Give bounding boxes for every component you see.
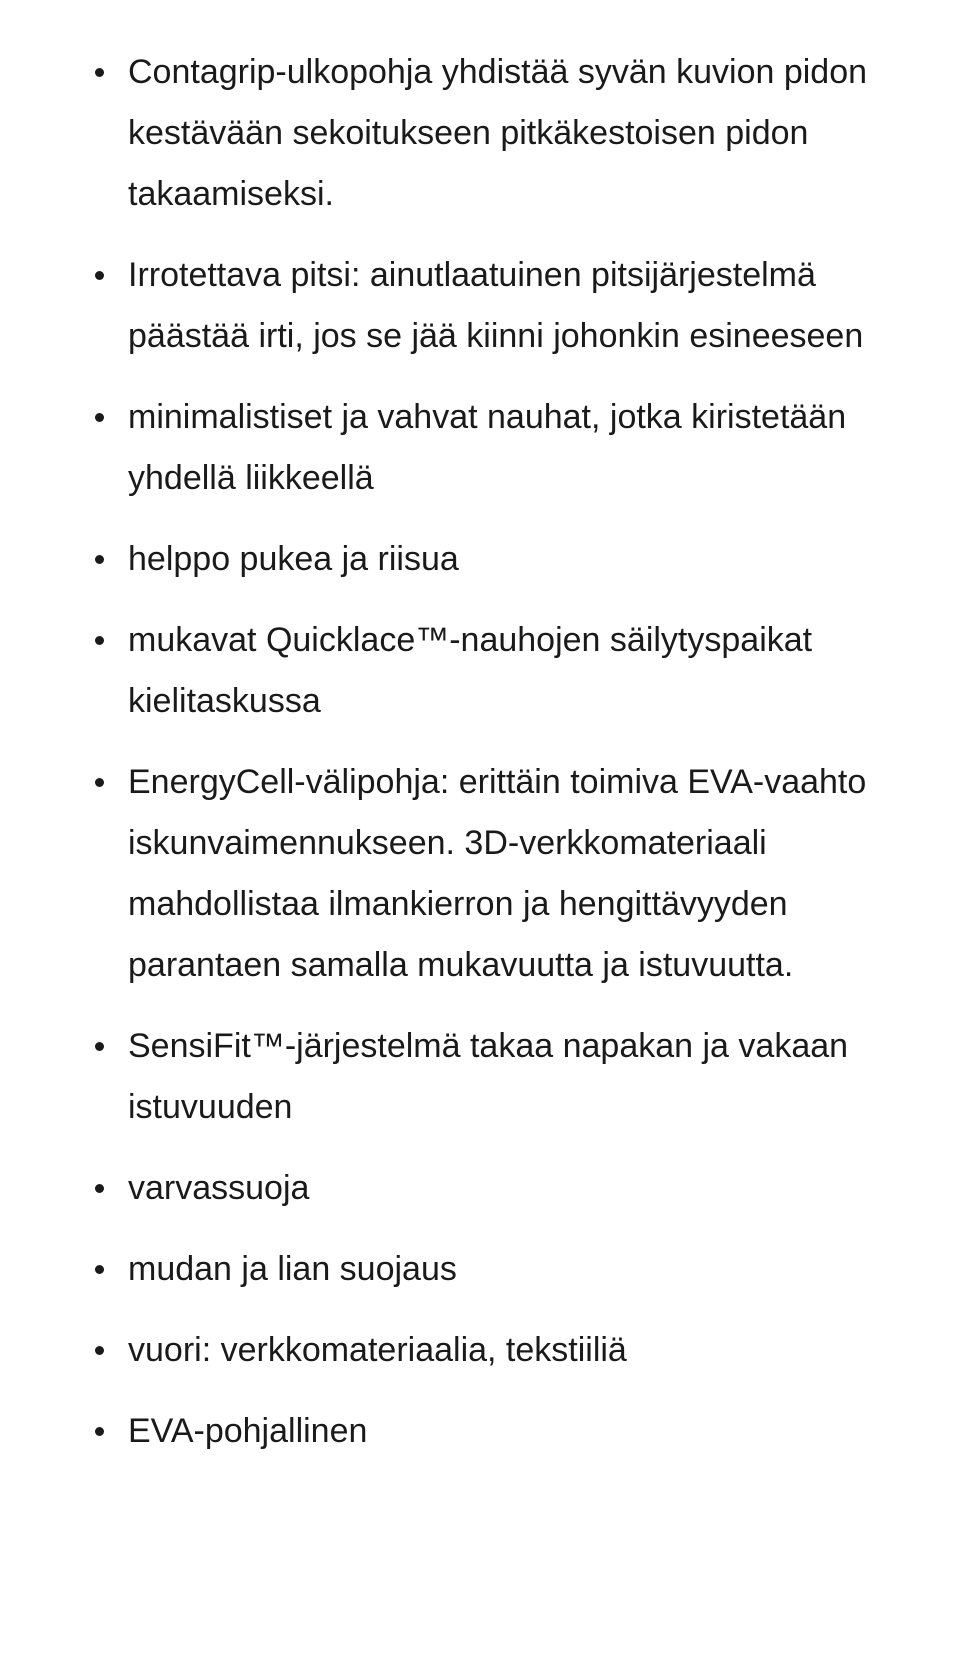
feature-text: varvassuoja (128, 1169, 310, 1207)
bullet-icon (95, 1427, 104, 1436)
bullet-icon (95, 778, 104, 787)
bullet-icon (95, 636, 104, 645)
bullet-icon (95, 1265, 104, 1274)
feature-text: SensiFit™-järjestelmä takaa napakan ja vakaan istuvuuden (128, 1027, 849, 1126)
feature-text: mudan ja lian suojaus (128, 1250, 457, 1288)
bullet-icon (95, 271, 104, 280)
list-item (0, 1016, 873, 1138)
list-item (0, 387, 873, 509)
feature-text: helppo pukea ja riisua (128, 540, 459, 578)
list-item (0, 1320, 873, 1381)
feature-text: EnergyCell-välipohja: erittäin toimiva EVA-vaahto iskunvaimennukseen. 3D-verkkomateriaali mahdollistaa ilmankierron ja hengittävyyden parantaen samalla mukavuutta ja istuvuutta. (128, 763, 867, 984)
list-item (0, 529, 873, 590)
list-item (0, 752, 873, 996)
bullet-icon (95, 68, 104, 77)
feature-text: EVA-pohjallinen (128, 1412, 368, 1450)
list-item (0, 610, 873, 732)
feature-text: Irrotettava pitsi: ainutlaatuinen pitsijärjestelmä päästää irti, jos se jää kiinni johonkin esineeseen (128, 256, 864, 355)
feature-text: vuori: verkkomateriaalia, tekstiiliä (128, 1331, 627, 1369)
list-item (0, 1239, 873, 1300)
list-item (0, 245, 873, 367)
list-item (0, 1401, 873, 1462)
bullet-icon (95, 1346, 104, 1355)
list-item (0, 1158, 873, 1219)
feature-text: minimalistiset ja vahvat nauhat, jotka kiristetään yhdellä liikkeellä (128, 398, 847, 497)
bullet-icon (95, 413, 104, 422)
list-item (0, 42, 873, 225)
bullet-icon (95, 555, 104, 564)
bullet-icon (95, 1042, 104, 1051)
feature-text: Contagrip-ulkopohja yhdistää syvän kuvion pidon kestävään sekoitukseen pitkäkestoisen pidon takaamiseksi. (128, 53, 868, 213)
bullet-icon (95, 1184, 104, 1193)
feature-text: mukavat Quicklace™-nauhojen säilytyspaikat kielitaskussa (128, 621, 813, 720)
